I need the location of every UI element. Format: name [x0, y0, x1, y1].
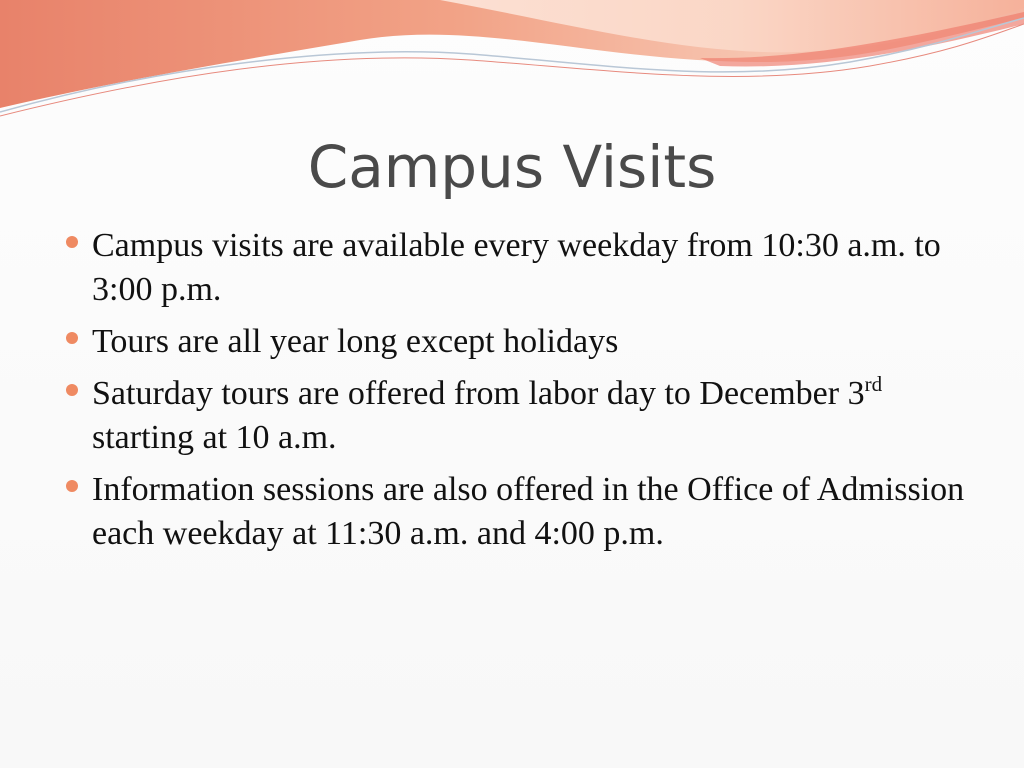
bullet-item-saturday [62, 372, 982, 460]
slide-title: Campus Visits [307, 133, 717, 201]
bullet-text-after: starting at 10 a.m. [92, 419, 337, 456]
bullet-text: Campus visits are available every weekday from 10:30 a.m. to 3:00 p.m. [92, 227, 941, 308]
bullet-item-tours [62, 320, 982, 364]
ordinal-superscript: rd [864, 372, 883, 396]
bullet-list [62, 224, 982, 564]
bullet-dot-icon [66, 480, 78, 492]
bullet-dot-icon [66, 236, 78, 248]
bullet-dot-icon [66, 332, 78, 344]
header-wave-decoration [0, 0, 1024, 130]
bullet-text: Information sessions are also offered in the Office of Admission each weekday at 11:30 a.m. and 4:00 p.m. [92, 471, 965, 552]
bullet-text: Tours are all year long except holidays [92, 323, 619, 360]
bullet-text-before: Saturday tours are offered from labor day to December 3 [92, 375, 865, 412]
bullet-item-visits [62, 224, 982, 312]
bullet-dot-icon [66, 384, 78, 396]
bullet-item-info-sessions [62, 468, 982, 556]
